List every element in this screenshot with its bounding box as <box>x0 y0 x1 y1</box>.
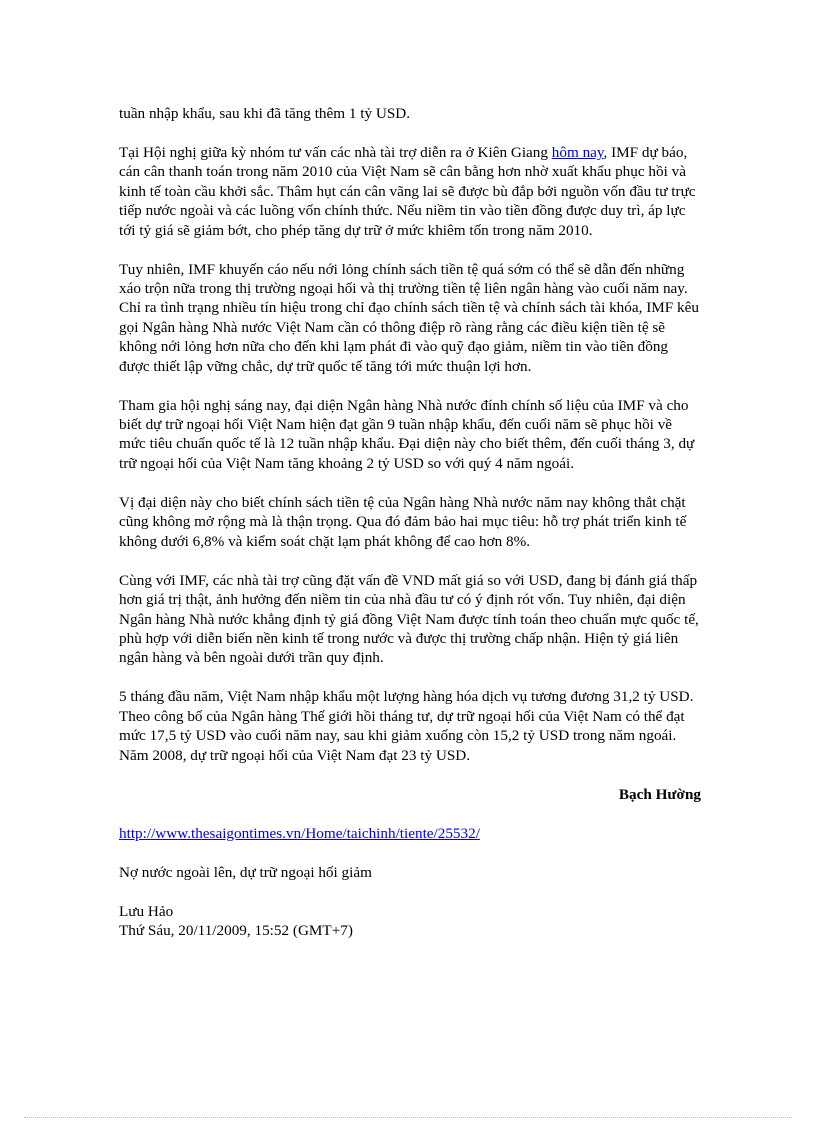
paragraph-1-end: , IMF dự báo, cán cân thanh toán trong năm 2010 của Việt Nam sẽ cân bằng hơn nhờ xuất khẩu phục hồi và kinh tế toàn cầu khởi sắc. Thâm hụt cán cân vãng lai sẽ được bù đắp bởi nguồn vốn đầu tư trực tiếp nước ngoài và các luồng vốn chính thức. Nếu niềm tin vào tiền đồng được duy trì, áp lực tới tỷ giá sẽ giảm bớt, cho phép tăng dự trữ ở mức khiêm tốn trong năm 2010. <box>119 144 696 239</box>
article-author: Bạch Hường <box>618 785 701 803</box>
today-link[interactable]: hôm nay <box>551 144 604 161</box>
paragraph-1-start: Tại Hội nghị giữa kỳ nhóm tư vấn các nhà tài trợ diễn ra ở Kiên Giang <box>119 144 552 161</box>
next-article-title: Nợ nước ngoài lên, dự trữ ngoại hối giảm <box>119 863 372 881</box>
document-body <box>119 104 701 940</box>
paragraph-2: Tuy nhiên, IMF khuyến cáo nếu nới lỏng chính sách tiền tệ quá sớm có thể sẽ dẫn đến những xáo trộn nữa trong thị trường ngoại hối và thị trường tiền tệ liên ngân hàng vào cuối năm nay. Chỉ ra tình trạng nhiều tín hiệu trong chỉ đạo chính sách tiền tệ và chính sách tài khóa, IMF kêu gọi Ngân hàng Nhà nước Việt Nam cần có thông điệp rõ ràng rằng các điều kiện tiền tệ sẽ không nới lỏng hơn nữa cho đến khi lạm phát đi vào quỹ đạo giảm, niềm tin vào tiền đồng được thiết lập vững chắc, dự trữ quốc tế tăng tới mức thuận lợi hơn. <box>119 260 699 375</box>
paragraph-4: Vị đại diện này cho biết chính sách tiền tệ của Ngân hàng Nhà nước năm nay không thắt chặt cũng không mở rộng mà là thận trọng. Qua đó đảm bảo hai mục tiêu: hỗ trợ phát triển kinh tế không dưới 6,8% và kiểm soát chặt lạm phát không để cao hơn 8%. <box>119 493 687 550</box>
source-url-line <box>119 824 701 843</box>
next-article-date: Thứ Sáu, 20/11/2009, 15:52 (GMT+7) <box>119 921 353 939</box>
next-article-author: Lưu Hảo <box>119 902 174 920</box>
source-url-link[interactable]: http://www.thesaigontimes.vn/Home/taichinh/tiente/25532/ <box>119 824 480 842</box>
paragraph-6: 5 tháng đầu năm, Việt Nam nhập khẩu một lượng hàng hóa dịch vụ tương đương 31,2 tỷ USD. Theo công bố của Ngân hàng Thế giới hồi tháng tư, dự trữ ngoại hối của Việt Nam có thể đạt mức 17,5 tỷ USD vào cuối năm nay, sau khi giảm xuống còn 15,2 tỷ USD trong năm ngoái. Năm 2008, dự trữ ngoại hối của Việt Nam đạt 23 tỷ USD. <box>119 688 694 764</box>
paragraph-5: Cùng với IMF, các nhà tài trợ cũng đặt vấn đề VND mất giá so với USD, đang bị đánh giá thấp hơn giá trị thật, ảnh hưởng đến niềm tin của nhà đầu tư có ý định rót vốn. Tuy nhiên, đại diện Ngân hàng Nhà nước khẳng định tỷ giá đồng Việt Nam được tính toán theo chuẩn mực quốc tế, phù hợp với diễn biến nền kinh tế trong nước và được thị trường chấp nhận. Hiện tỷ giá liên ngân hàng và bên ngoài dưới trần quy định. <box>119 571 699 667</box>
paragraph-0: tuần nhập khẩu, sau khi đã tăng thêm 1 tỷ USD. <box>119 105 411 122</box>
paragraph-1 <box>119 143 701 240</box>
paragraph-3: Tham gia hội nghị sáng nay, đại diện Ngân hàng Nhà nước đính chính số liệu của IMF và cho biết dự trữ ngoại hối Việt Nam hiện đạt gần 9 tuần nhập khẩu, đến cuối năm sẽ phục hồi về mức tiêu chuẩn quốc tế là 12 tuần nhập khẩu. Đại diện này cho biết thêm, đến cuối tháng 3, dự trữ ngoại hối của Việt Nam tăng khoảng 2 tỷ USD so với quý 4 năm ngoái. <box>119 396 695 472</box>
page-bottom-border <box>24 1117 792 1118</box>
